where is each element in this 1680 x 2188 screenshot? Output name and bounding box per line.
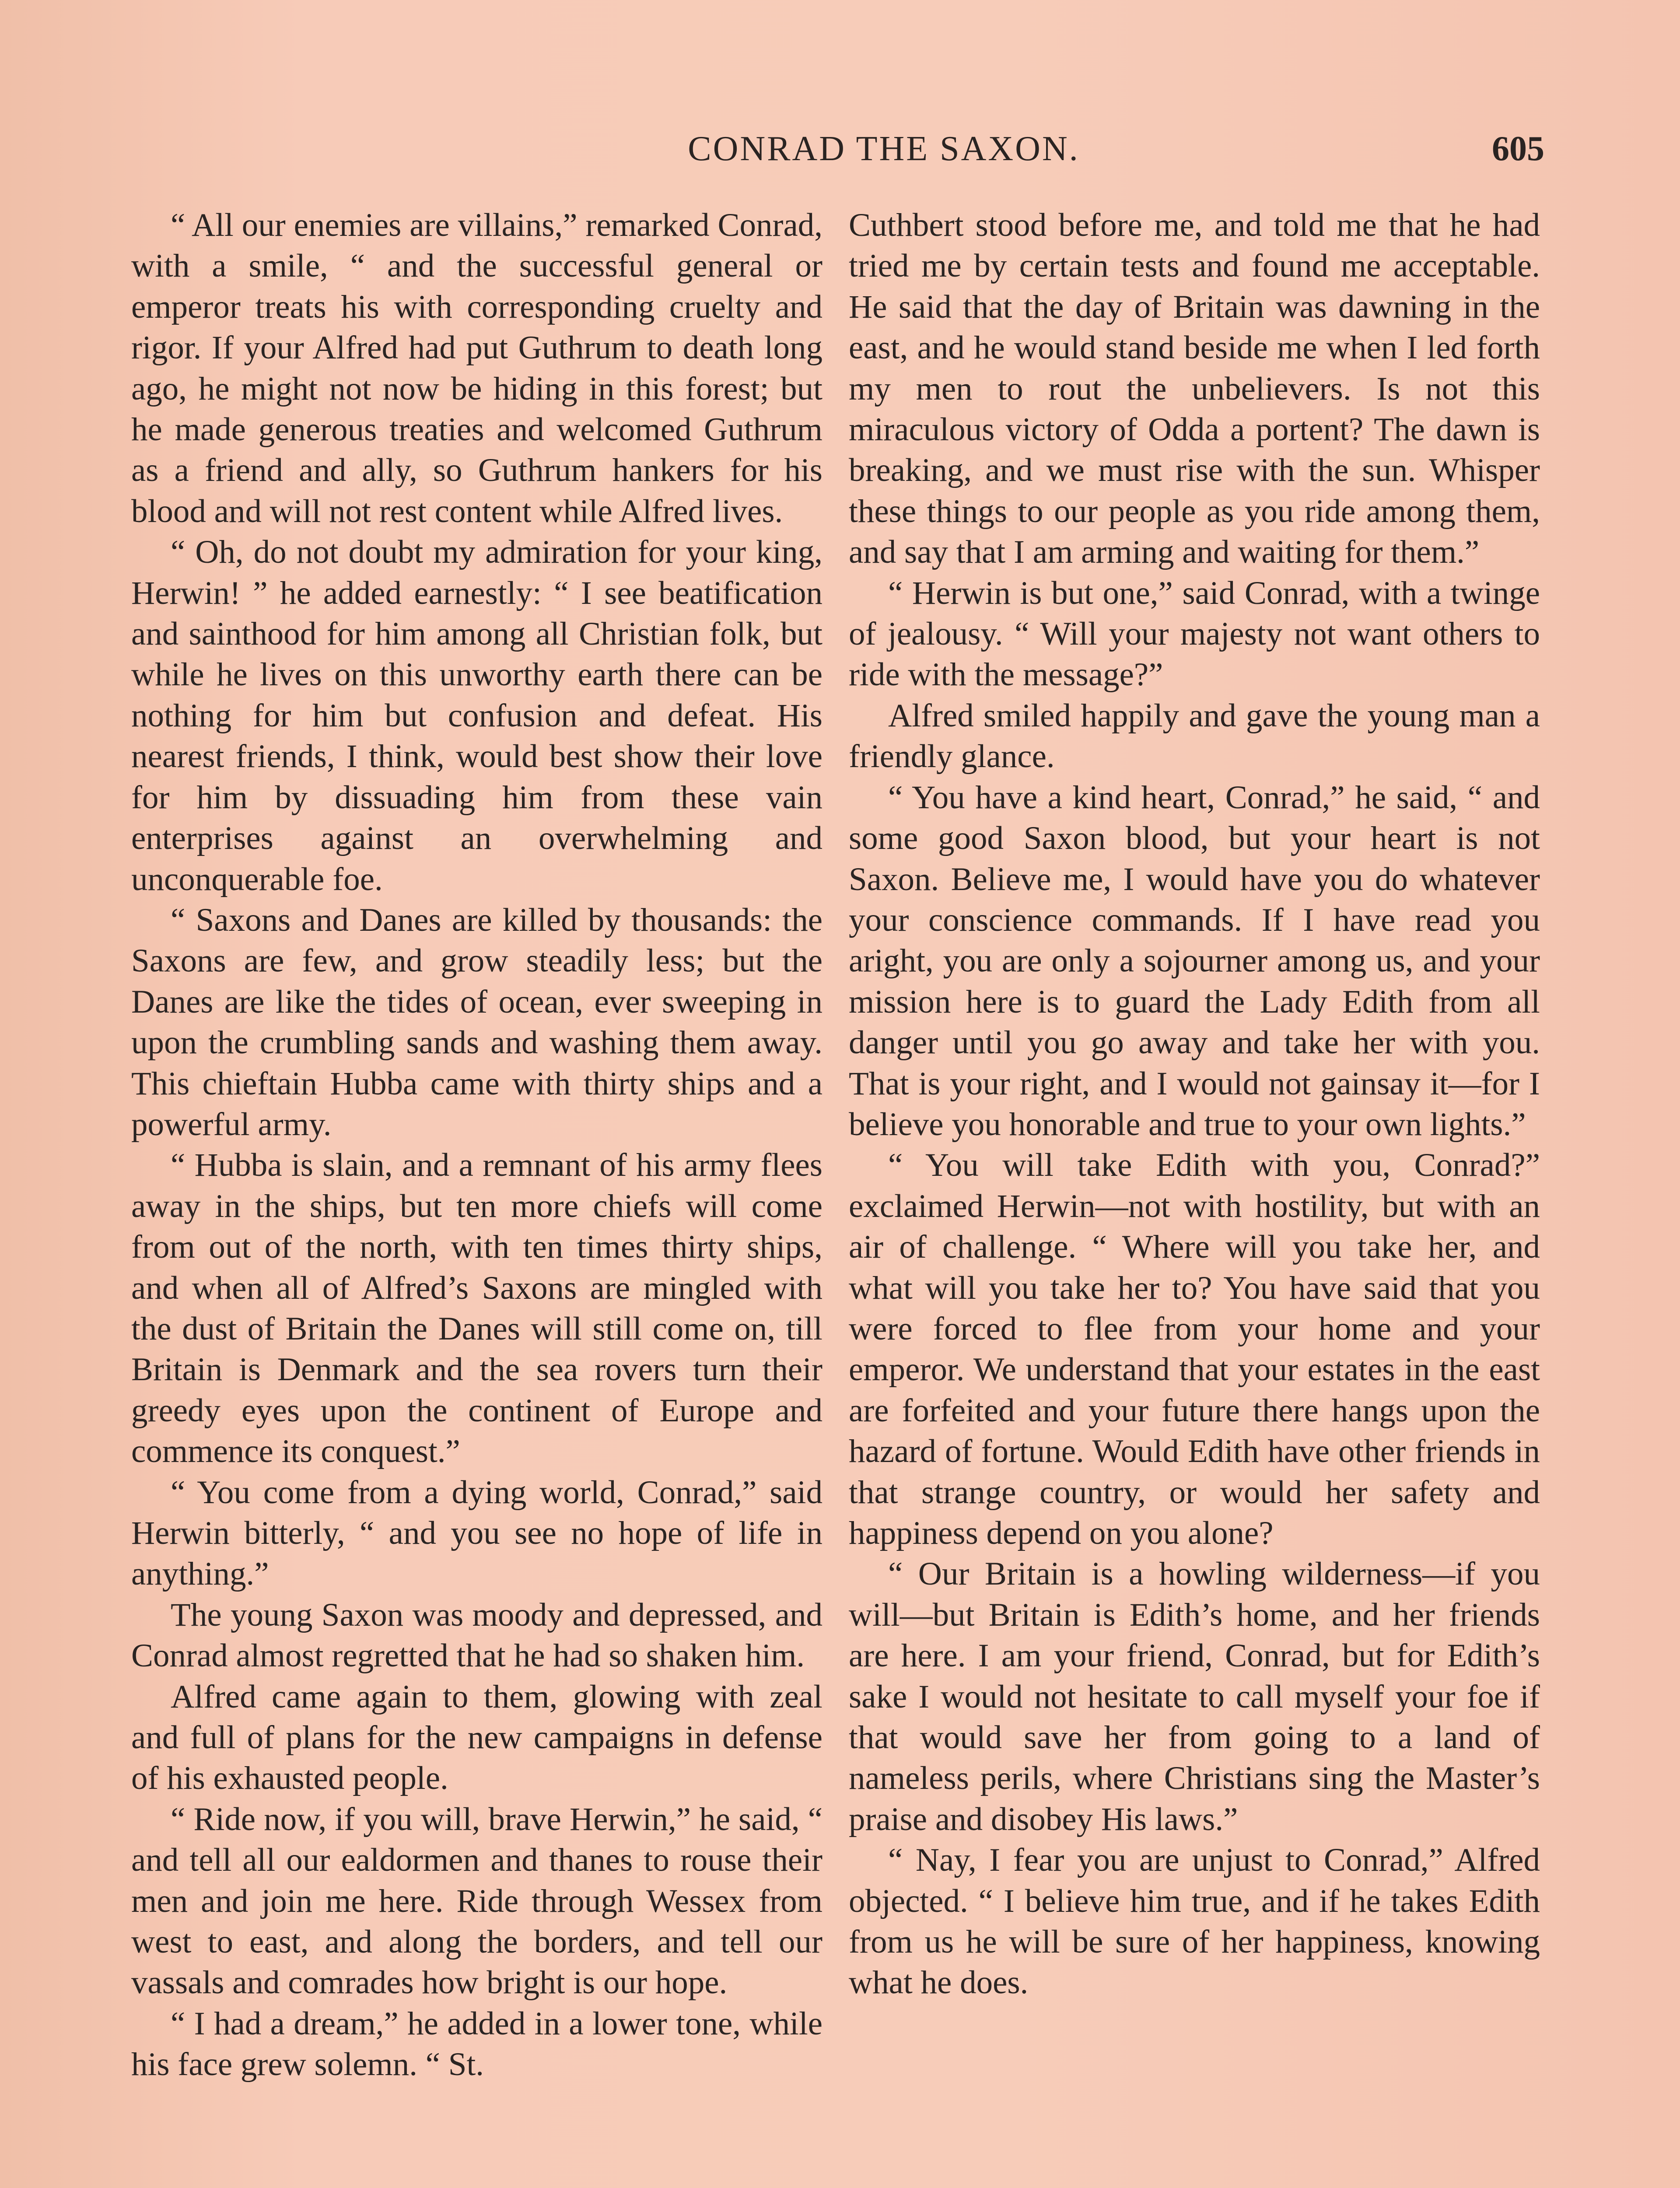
paragraph: “ Herwin is but one,” said Conrad, with a twinge of jealousy. “ Will your majesty not want others to ride with the message?” bbox=[849, 575, 1540, 693]
left-column bbox=[131, 205, 822, 2085]
paragraph: “ Saxons and Danes are killed by thousands: the Saxons are few, and grow steadily less; but the Danes are like the tides of ocean, ever sweeping in upon the crumbling sands and washing them away. This chieftain Hubba came with thirty ships and a powerful army. bbox=[131, 901, 822, 1143]
paragraph: “ You come from a dying world, Conrad,” said Herwin bitterly, “ and you see no hope of life in anything.” bbox=[131, 1474, 822, 1592]
paragraph: “ Ride now, if you will, brave Herwin,” he said, “ and tell all our ealdormen and thanes to rouse their men and join me here. Ride through Wessex from west to east, and along the borders, and tell our vassals and comrades how bright is our hope. bbox=[131, 1801, 822, 2001]
paragraph-continued: Cuthbert stood before me, and told me that he had tried me by certain tests and found me acceptable. He said that the day of Britain was dawning in the east, and he would stand beside me when I led forth my men to rout the unbelievers. Is not this miraculous victory of Odda a portent? The dawn is breaking, and we must rise with the sun. Whisper these things to our people as you ride among them, and say that I am arming and waiting for them.” bbox=[849, 207, 1540, 571]
paragraph: The young Saxon was moody and depressed, and Conrad almost regretted that he had so shaken him. bbox=[131, 1596, 822, 1674]
paragraph: “ Nay, I fear you are unjust to Conrad,” Alfred objected. “ I believe him true, and if he takes Edith from us he will be sure of her happiness, knowing what he does. bbox=[849, 1842, 1540, 2001]
paragraph: Alfred came again to them, glowing with zeal and full of plans for the new campaigns in defense of his exhausted people. bbox=[131, 1678, 822, 1797]
paragraph: Alfred smiled happily and gave the young man a friendly glance. bbox=[849, 697, 1540, 775]
paragraph: “ Hubba is slain, and a remnant of his army flees away in the ships, but ten more chiefs will come from out of the north, with ten times thirty ships, and when all of Alfred’s Saxons are mingled with the dust of Britain the Danes will still come on, till Britain is Denmark and the sea rovers turn their greedy eyes upon the continent of Europe and commence its conquest.” bbox=[131, 1147, 822, 1470]
right-column bbox=[849, 205, 1540, 2003]
paragraph: “ You have a kind heart, Conrad,” he said, “ and some good Saxon blood, but your heart is not Saxon. Believe me, I would have you do whatever your conscience commands. If I have read you aright, you are only a sojourner among us, and your mission here is to guard the Lady Edith from all danger until you go away and take her with you. That is your right, and I would not gainsay it—for I believe you honorable and true to your own lights.” bbox=[849, 779, 1540, 1143]
paragraph: “ You will take Edith with you, Conrad?” exclaimed Herwin—not with hostility, but with an air of challenge. “ Where will you take her, and what will you take her to? You have said that you were forced to flee from your home and your emperor. We understand that your estates in the east are forfeited and your future there hangs upon the hazard of fortune. Would Edith have other friends in that strange country, or would her safety and happiness depend on you alone? bbox=[849, 1147, 1540, 1551]
paragraph: “ Oh, do not doubt my admiration for your king, Herwin! ” he added earnestly: “ I see beatification and sainthood for him among all Christian folk, but while he lives on this unworthy earth there can be nothing for him but confusion and defeat. His nearest friends, I think, would best show their love for him by dissuading him from these vain enterprises against an overwhelming and unconquerable foe. bbox=[131, 534, 822, 898]
running-title: CONRAD THE SAXON. bbox=[688, 130, 1080, 168]
paragraph: “ I had a dream,” he added in a lower tone, while his face grew solemn. “ St. bbox=[131, 2005, 822, 2083]
paragraph: “ Our Britain is a howling wilderness—if you will—but Britain is Edith’s home, and her friends are here. I am your friend, Conrad, but for Edith’s sake I would not hesitate to call myself your foe if that would save her from going to a land of nameless perils, where Christians sing the Master’s praise and disobey His laws.” bbox=[849, 1556, 1540, 1837]
page-number: 605 bbox=[1492, 130, 1544, 168]
paragraph: “ All our enemies are villains,” remarked Conrad, with a smile, “ and the successful general or emperor treats his with corresponding cruelty and rigor. If your Alfred had put Guthrum to death long ago, he might not now be hiding in this forest; but he made generous treaties and welcomed Guthrum as a friend and ally, so Guthrum hankers for his blood and will not rest content while Alfred lives. bbox=[131, 207, 822, 529]
